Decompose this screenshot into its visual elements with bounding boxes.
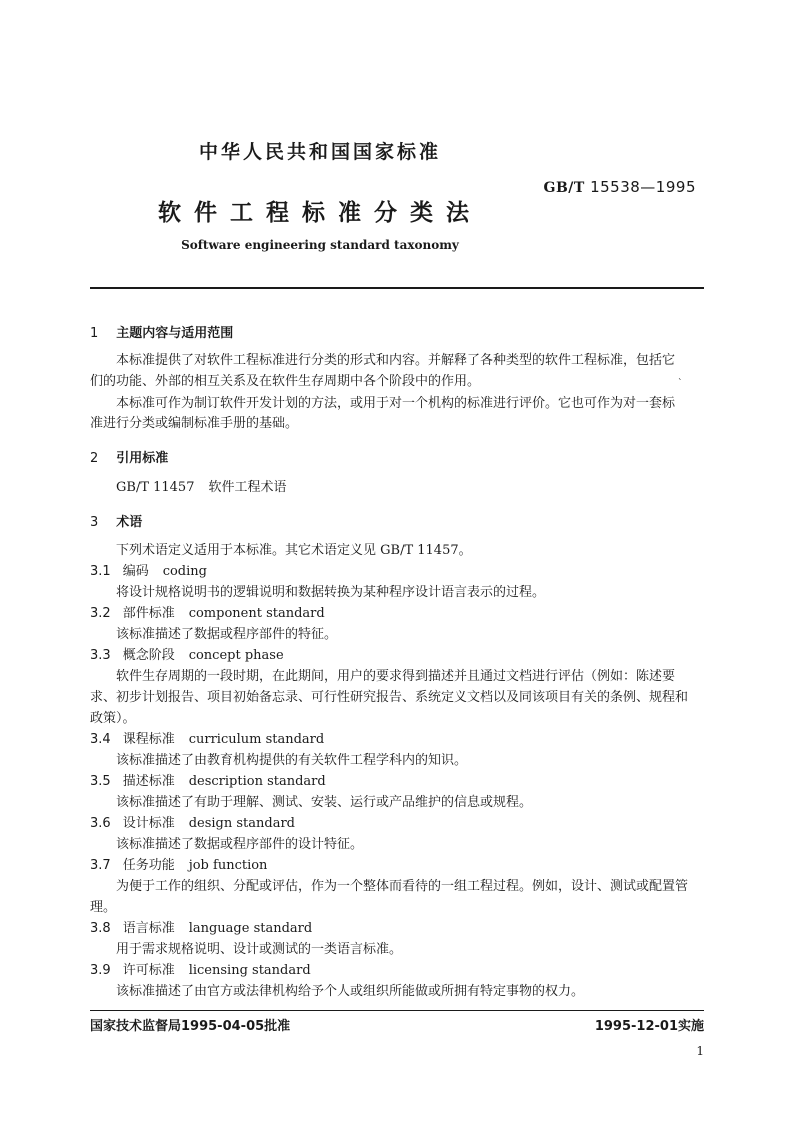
term-heading	[90, 813, 710, 834]
footer-divider	[90, 1010, 704, 1011]
term-definition-line: 该标准描述了数据或程序部件的特征。	[116, 627, 338, 642]
term-chinese: 课程标准	[122, 732, 175, 747]
section-title: 引用标准	[116, 451, 169, 466]
term-definition-line: 该标准描述了有助于理解、测试、安装、运行或产品维护的信息或规程。	[116, 795, 533, 810]
reference-title: 软件工程术语	[208, 480, 287, 495]
term-definition-line: 将设计规格说明书的逻辑说明和数据转换为某种程序设计语言表示的过程。	[116, 585, 546, 600]
term-number: 3.9	[90, 963, 111, 978]
term-chinese: 设计标准	[122, 816, 175, 831]
term-number: 3.4	[90, 732, 111, 747]
terms-list	[90, 561, 710, 1002]
page-number: 1	[696, 1044, 704, 1058]
term-english: concept phase	[188, 648, 284, 663]
term-heading	[90, 918, 710, 939]
term-english: coding	[162, 564, 207, 579]
paragraph-line: 下列术语定义适用于本标准。其它术语定义见 GB/T 11457。	[116, 543, 472, 558]
term-chinese: 编码	[122, 564, 149, 579]
term-definition-line: 政策）。	[90, 711, 136, 726]
section-number: 2	[90, 451, 99, 466]
paragraph-line: 本标准提供了对软件工程标准进行分类的形式和内容。并解释了各种类型的软件工程标准，包括它	[116, 353, 676, 368]
term-definition-line: 该标准描述了由官方或法律机构给予个人或组织所能做或所拥有特定事物的权力。	[116, 984, 585, 999]
term-heading	[90, 771, 710, 792]
term-number: 3.5	[90, 774, 111, 789]
term-chinese: 语言标准	[122, 921, 175, 936]
term-heading	[90, 729, 710, 750]
term-definition-line: 该标准描述了由教育机构提供的有关软件工程学科内的知识。	[116, 753, 468, 768]
term-english: language standard	[188, 921, 313, 936]
term-heading	[90, 960, 710, 981]
term-number: 3.2	[90, 606, 111, 621]
section-number: 3	[90, 515, 99, 530]
term-english: licensing standard	[188, 963, 311, 978]
section-1-heading	[90, 322, 233, 341]
term-definition-line: 为便于工作的组织、分配或评估，作为一个整体而看待的一组工程过程。例如，设计、测试或配置管	[116, 879, 689, 894]
term-heading	[90, 603, 710, 624]
section-3-heading	[90, 511, 142, 530]
reference-code: GB/T 11457	[116, 480, 195, 495]
scan-speck: `	[678, 379, 683, 389]
approval-date: 国家技术监督局1995-04-05批准	[90, 1019, 291, 1034]
section-2-heading	[90, 447, 168, 466]
term-definition-line: 理。	[90, 900, 117, 915]
standard-code-number: 15538—1995	[590, 178, 696, 196]
term-heading	[90, 645, 710, 666]
term-english: component standard	[188, 606, 325, 621]
standard-code-prefix: GB/T	[543, 180, 585, 196]
term-number: 3.6	[90, 816, 111, 831]
term-english: design standard	[188, 816, 296, 831]
term-english: curriculum standard	[188, 732, 325, 747]
term-chinese: 描述标准	[122, 774, 175, 789]
paragraph-line: 本标准可作为制订软件开发计划的方法，或用于对一个机构的标准进行评价。它也可作为对一套标	[116, 396, 676, 411]
section-number: 1	[90, 326, 99, 341]
term-heading	[90, 561, 710, 582]
document-title-english: Software engineering standard taxonomy	[181, 238, 459, 252]
term-number: 3.3	[90, 648, 111, 663]
normative-reference	[116, 477, 287, 498]
national-standard-title: 中华人民共和国国家标准	[198, 141, 441, 163]
term-definition-line: 该标准描述了数据或程序部件的设计特征。	[116, 837, 364, 852]
header-divider	[90, 287, 704, 289]
paragraph-line: 准进行分类或编制标准手册的基础。	[90, 416, 299, 431]
document-title: 软件工程标准分类法	[158, 200, 482, 226]
section-title: 主题内容与适用范围	[116, 326, 234, 341]
term-chinese: 部件标准	[122, 606, 175, 621]
term-heading	[90, 855, 710, 876]
term-chinese: 许可标准	[122, 963, 175, 978]
term-definition-line: 软件生存周期的一段时期，在此期间，用户的要求得到描述并且通过文档进行评估（例如：陈述要	[116, 669, 676, 684]
term-definition-line: 用于需求规格说明、设计或测试的一类语言标准。	[116, 942, 403, 957]
section-title: 术语	[116, 515, 143, 530]
term-chinese: 任务功能	[122, 858, 175, 873]
term-english: job function	[188, 858, 268, 873]
term-chinese: 概念阶段	[122, 648, 175, 663]
term-definition-line: 求、初步计划报告、项目初始备忘录、可行性研究报告、系统定义文档以及同该项目有关的条例、规程和	[90, 690, 689, 705]
paragraph-line: 们的功能、外部的相互关系及在软件生存周期中各个阶段中的作用。	[90, 374, 481, 389]
term-number: 3.7	[90, 858, 111, 873]
term-number: 3.1	[90, 564, 111, 579]
effective-date: 1995-12-01实施	[594, 1019, 704, 1034]
term-number: 3.8	[90, 921, 111, 936]
term-english: description standard	[188, 774, 326, 789]
